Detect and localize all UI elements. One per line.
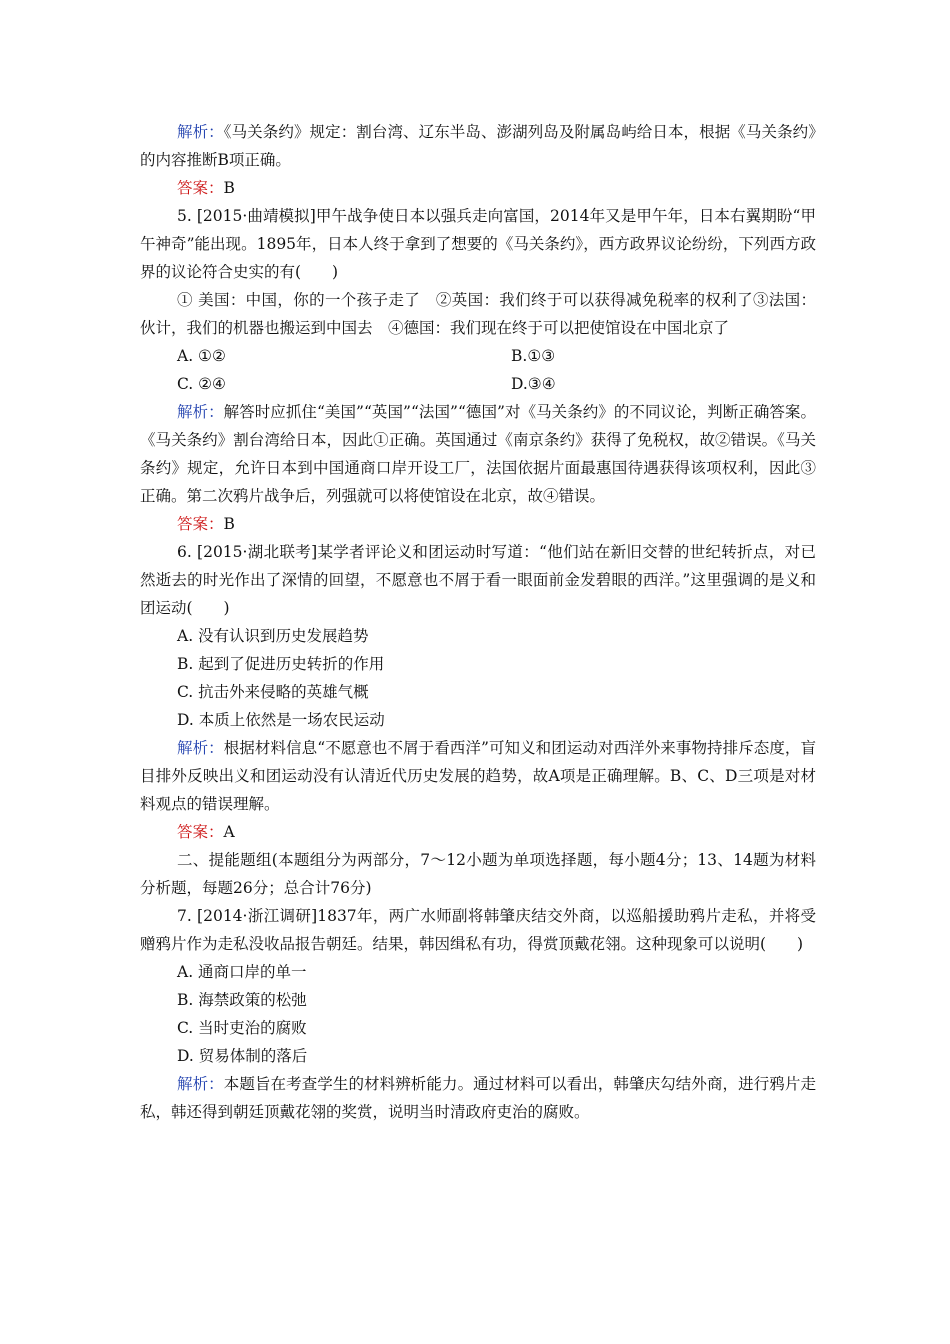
option-a: A. 没有认识到历史发展趋势: [177, 627, 369, 645]
analysis-text: 根据材料信息“不愿意也不屑于看西洋”可知义和团运动对西洋外来事物持排斥态度，盲目排外反映出义和团运动没有认清近代历史发展的趋势，故A项是正确理解。B、C、D三项是对材料观点的错误理解。: [140, 739, 816, 813]
option-b: B. 起到了促进历史转折的作用: [177, 655, 385, 673]
analysis-label: 解析：: [177, 1075, 224, 1093]
question-6-stem: 6. [2015·湖北联考]某学者评论义和团运动时写道：“他们站在新旧交替的世纪转折点，对已然逝去的时光作出了深情的回望，不愿意也不屑于看一眼面前金发碧眼的西洋。”这里强调的是义和团运动( ): [140, 543, 816, 617]
question-5-stem: 5. [2015·曲靖模拟]甲午战争使日本以强兵走向富国，2014年又是甲午年，日本右翼期盼“甲午神奇”能出现。1895年，日本人终于拿到了想要的《马关条约》，西方政界议论纷纷，下列西方政界的议论符合史实的有( ): [140, 207, 816, 281]
answer-value: A: [223, 823, 235, 841]
answer-line: [140, 174, 816, 202]
option-b: B. 海禁政策的松弛: [177, 991, 307, 1009]
answer-label: 答案：: [177, 515, 224, 533]
analysis-paragraph: [140, 118, 816, 174]
answer-label: 答案：: [177, 823, 224, 841]
answer-label: 答案：: [177, 179, 224, 197]
analysis-label: 解析：: [177, 739, 224, 757]
option-d: D. 贸易体制的落后: [177, 1047, 308, 1065]
answer-line: [140, 510, 816, 538]
question-5-options-row-1: [140, 342, 816, 370]
analysis-paragraph: [140, 734, 816, 818]
analysis-label: 解析：: [177, 123, 224, 141]
option-d: D. 本质上依然是一场农民运动: [177, 711, 385, 729]
option-b: B.①③: [511, 347, 556, 365]
analysis-paragraph: [140, 1070, 816, 1126]
option-c: C. ②④: [177, 375, 226, 393]
analysis-text: 本题旨在考查学生的材料辨析能力。通过材料可以看出，韩肇庆勾结外商，进行鸦片走私，韩还得到朝廷顶戴花翎的奖赏，说明当时清政府吏治的腐败。: [140, 1075, 816, 1121]
question-7-stem: 7. [2014·浙江调研]1837年，两广水师副将韩肇庆结交外商，以巡船援助鸦片走私，并将受赠鸦片作为走私没收品报告朝廷。结果，韩因缉私有功，得赏顶戴花翎。这种现象可以说明( ): [140, 907, 816, 953]
answer-line: [140, 818, 816, 846]
option-d: D.③④: [511, 375, 556, 393]
answer-value: B: [223, 515, 235, 533]
option-c: C. 抗击外来侵略的英雄气概: [177, 683, 369, 701]
answer-value: B: [223, 179, 235, 197]
question-5-statements: ① 美国：中国，你的一个孩子走了 ②英国：我们终于可以获得减免税率的权利了③法国：伙计，我们的机器也搬运到中国去 ④德国：我们现在终于可以把使馆设在中国北京了: [140, 291, 816, 337]
analysis-paragraph: [140, 398, 816, 510]
question-5-options-row-2: [140, 370, 816, 398]
option-a: A. ①②: [177, 347, 226, 365]
analysis-text: 解答时应抓住“美国”“英国”“法国”“德国”对《马关条约》的不同议论，判断正确答案。《马关条约》割台湾给日本，因此①正确。英国通过《南京条约》获得了免税权，故②错误。《马关条约》规定，允许日本到中国通商口岸开设工厂，法国依据片面最惠国待遇获得该项权利，因此③正确。第二次鸦片战争后，列强就可以将使馆设在北京，故④错误。: [140, 403, 816, 505]
document-body: [140, 118, 816, 1126]
analysis-text: 《马关条约》规定：割台湾、辽东半岛、澎湖列岛及附属岛屿给日本，根据《马关条约》的内容推断B项正确。: [140, 123, 816, 169]
option-c: C. 当时吏治的腐败: [177, 1019, 307, 1037]
analysis-label: 解析：: [177, 403, 224, 421]
option-a: A. 通商口岸的单一: [177, 963, 307, 981]
section-heading: 二、提能题组(本题组分为两部分，7～12小题为单项选择题，每小题4分；13、14题为材料分析题，每题26分；总合计76分): [140, 851, 816, 897]
